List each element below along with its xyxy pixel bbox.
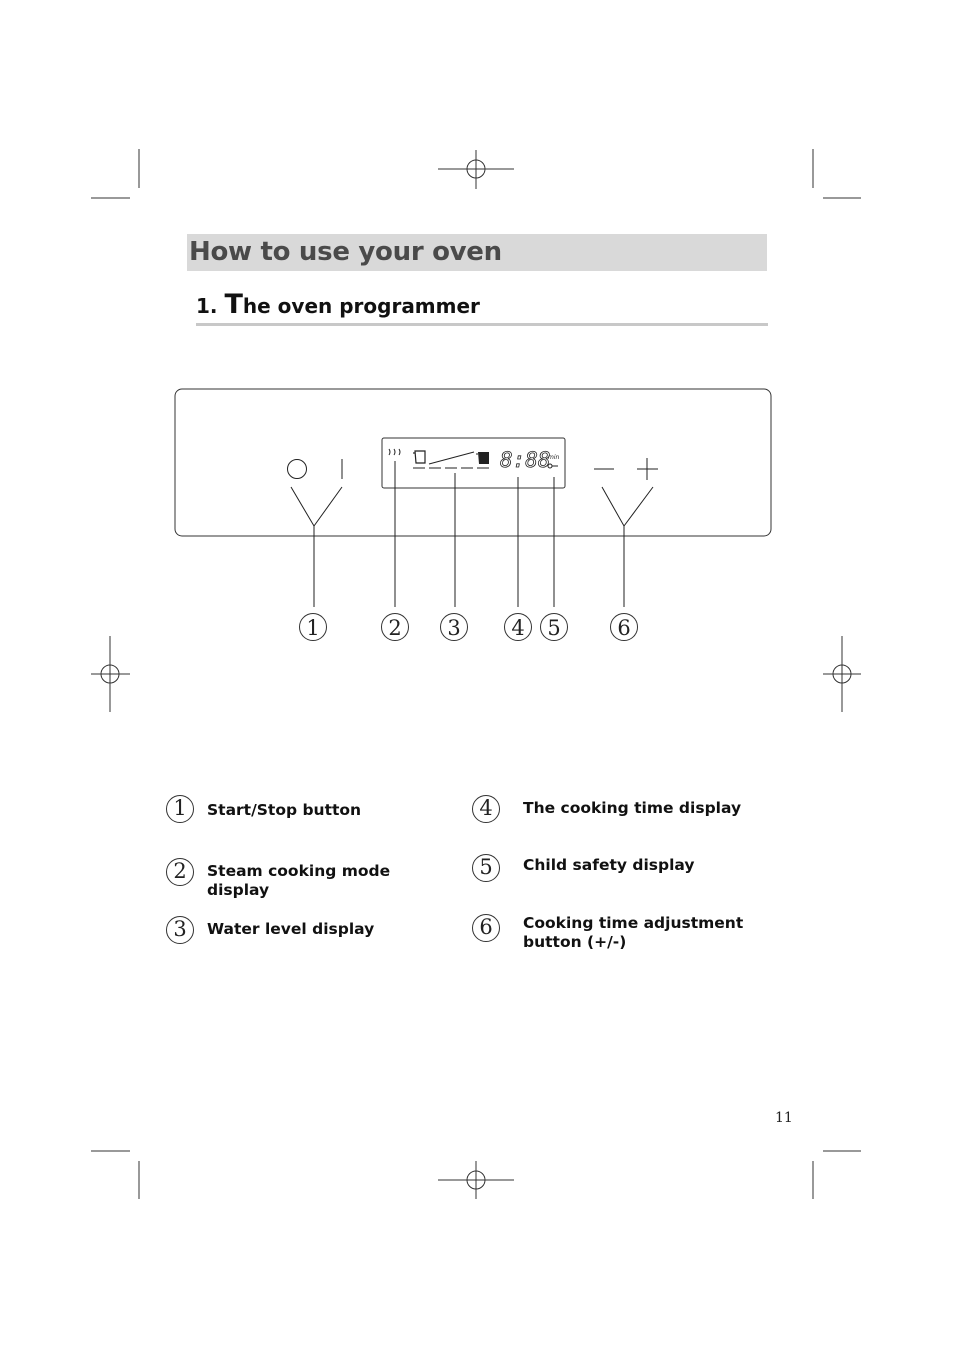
legend-number: 2 (166, 858, 194, 886)
legend-label: Start/Stop button (207, 801, 362, 819)
empty-tank-icon (413, 451, 425, 463)
full-tank-icon (476, 452, 489, 464)
legend-label: Steam cooking mode display (207, 862, 391, 899)
legend-number: 6 (472, 914, 500, 942)
control-panel-outline (175, 389, 771, 536)
legend-label: Cooking time adjustment button (+/-) (523, 914, 744, 951)
page-number: 11 (775, 1110, 793, 1126)
leader-lines (291, 461, 653, 607)
callout-number: 4 (511, 616, 525, 640)
stop-icon[interactable] (288, 460, 307, 479)
legend-number: 1 (166, 795, 194, 823)
callout-number: 3 (447, 616, 461, 640)
legend-number: 4 (472, 795, 500, 823)
callout-number: 5 (547, 616, 561, 640)
time-display-digits: 8:88 (500, 448, 551, 472)
legend-number: 3 (166, 916, 194, 944)
section-initial: T (224, 289, 243, 320)
callout-number: 2 (388, 616, 402, 640)
legend-label: Water level display (207, 920, 375, 938)
section-title-rest: he oven programmer (242, 294, 480, 318)
water-level-ramp (429, 452, 474, 464)
callout-number: 1 (306, 616, 320, 640)
page-title: How to use your oven (189, 237, 502, 267)
legend-label: Child safety display (523, 856, 695, 874)
section-number: 1. (196, 294, 218, 318)
steam-icon (389, 449, 400, 455)
legend-label: The cooking time display (523, 799, 742, 817)
callout-number: 6 (617, 616, 631, 640)
legend-number: 5 (472, 854, 500, 882)
min-label: min (548, 454, 560, 461)
